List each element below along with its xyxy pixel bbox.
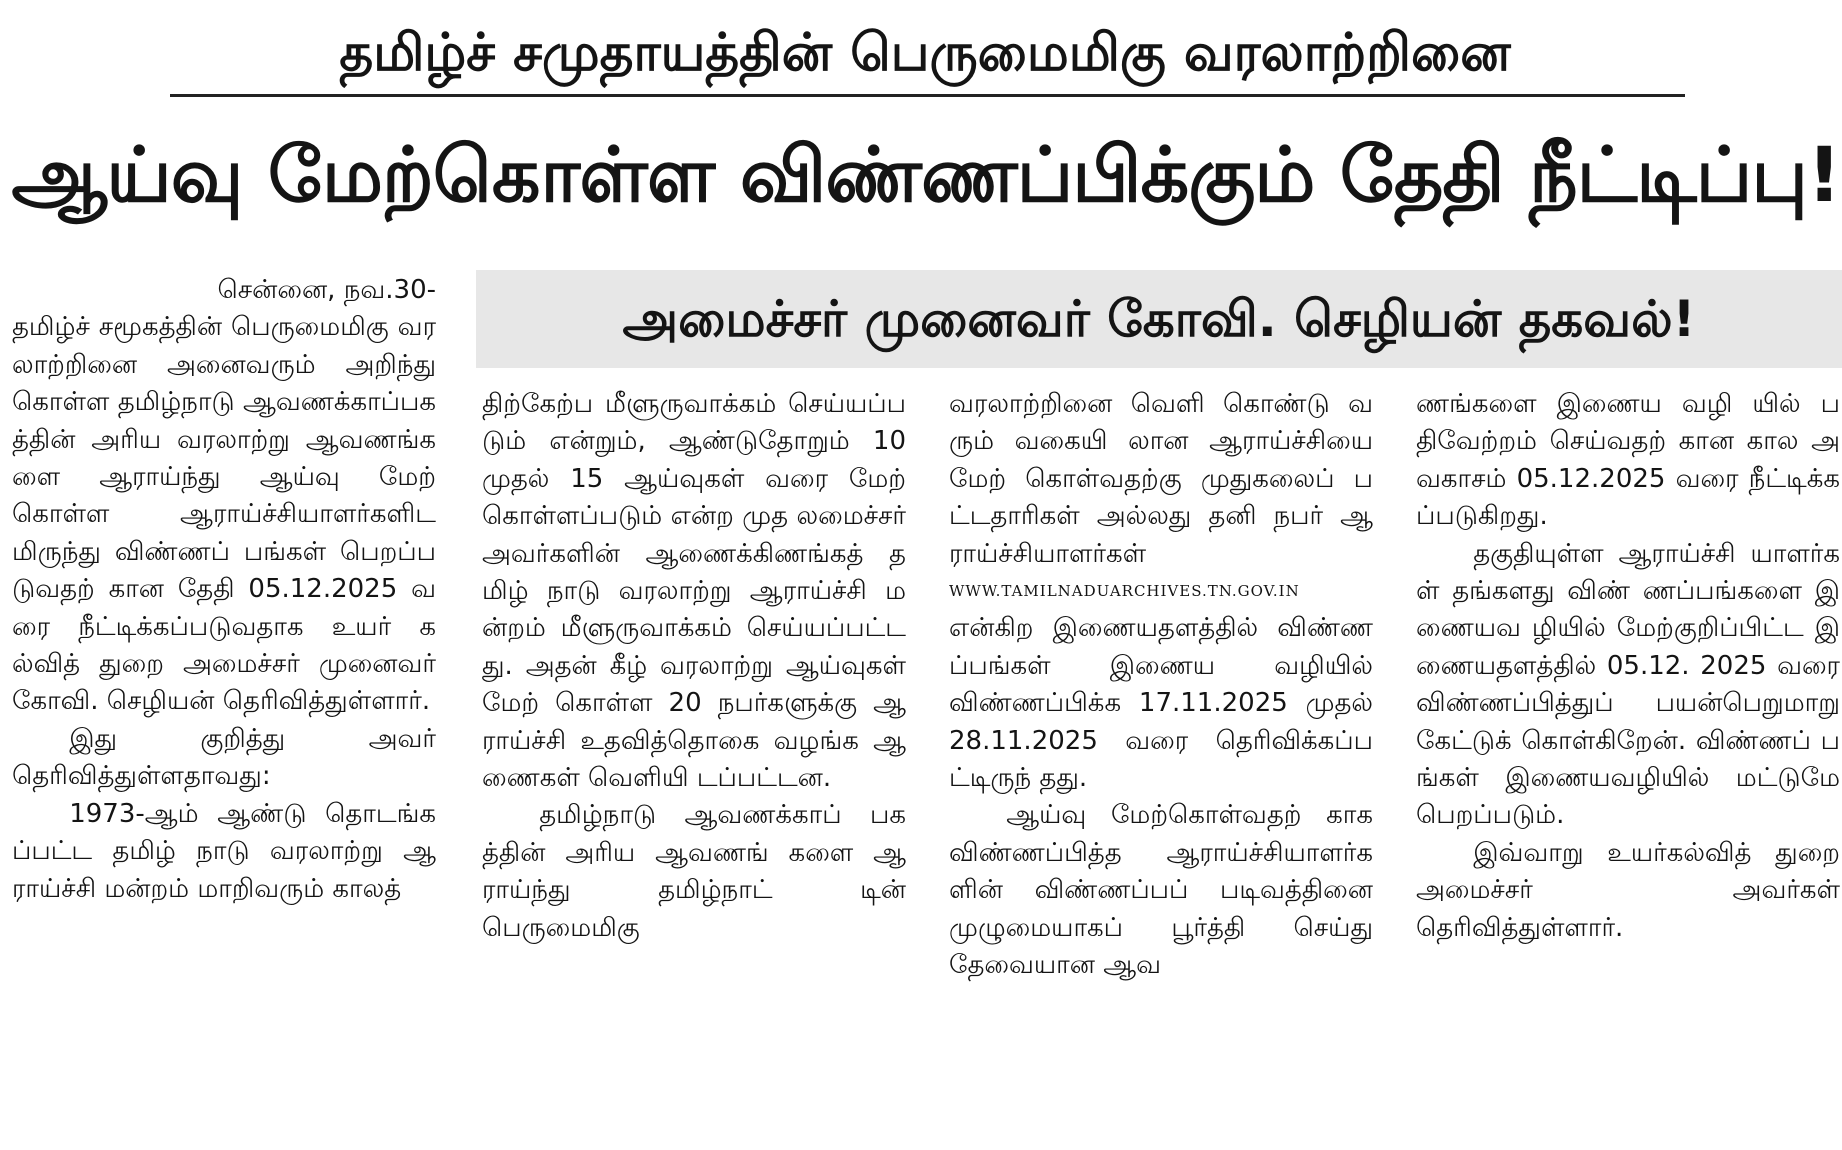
paragraph-text: வரலாற்றினை வெளி கொண்டு வரும் வகையி லான ஆராய்ச்சியை மேற் கொள்வதற்கு முதுகலைப் பட்டதாரிகள் அல்லது தனி நபர் ஆராய்ச்சியாளர்கள் <box>949 389 1373 569</box>
headline-rule <box>170 94 1685 97</box>
paragraph: ணங்களை இணைய வழி யில் பதிவேற்றம் செய்வதற் கான கால அவகாசம் 05.12.2025 வரை நீட்டிக்கப்படுகிறது. <box>1416 389 1840 532</box>
paragraph <box>949 386 1373 797</box>
dateline: சென்னை, நவ.30- <box>217 275 436 305</box>
paragraph: தகுதியுள்ள ஆராய்ச்சி யாளர்கள் தங்களது விண் ணப்பங்களை இணையவ ழியில் மேற்குறிப்பிட்ட இணையதளத்தில் 05.12. 2025 வரை விண்ணப்பித்துப் பயன்பெறுமாறு கேட்டுக் கொள்கிறேன். விண்ணப் பங்கள் இணையவழியில் மட்டுமே பெறப்படும். <box>1416 538 1840 831</box>
subhead-text: அமைச்சர் முனைவர் கோவி. செழியன் தகவல்! <box>622 290 1696 348</box>
kicker-headline: தமிழ்ச் சமுதாயத்தின் பெருமைமிகு வரலாற்றினை <box>339 23 1511 83</box>
paragraph: 1973-ஆம் ஆண்டு தொடங்கப்பட்ட தமிழ் நாடு வரலாற்று ஆராய்ச்சி மன்றம் மாறிவரும் காலத் <box>12 798 436 904</box>
main-headline: ஆய்வு மேற்கொள்ள விண்ணப்பிக்கும் தேதி நீட்டிப்பு! <box>11 130 1841 219</box>
article-column-4 <box>1416 386 1840 1146</box>
paragraph: ஆய்வு மேற்கொள்வதற் காக விண்ணப்பித்த ஆராய்ச்சியாளர்களின் விண்ணப்பப் படிவத்தினை முழுமையாகப் பூர்த்தி செய்து தேவையான ஆவ <box>949 800 1373 981</box>
paragraph: தமிழ்நாடு ஆவணக்காப் பகத்தின் அரிய ஆவணங் களை ஆராய்ந்து தமிழ்நாட் டின் பெருமைமிகு <box>482 800 906 943</box>
paragraph-text: என்கிற இணையதளத்தில் விண்ணப்பங்கள் இணைய வழியில் விண்ணப்பிக்க 17.11.2025 முதல் 28.11.2025 வரை தெரிவிக்கப்பட்டிருந் தது. <box>949 613 1373 794</box>
article-column-3 <box>949 386 1373 1146</box>
subhead-banner <box>476 270 1842 368</box>
article-column-1 <box>12 272 436 1146</box>
paragraph: இவ்வாறு உயர்கல்வித் துறை அமைச்சர் அவர்கள் தெரிவித்துள்ளார். <box>1416 837 1840 943</box>
paragraph: இது குறித்து அவர் தெரிவித்துள்ளதாவது: <box>12 723 436 792</box>
website-url: WWW.TAMILNADUARCHIVES.TN.GOV.IN <box>949 582 1300 601</box>
article-column-2 <box>482 386 906 1146</box>
paragraph: திற்கேற்ப மீளுருவாக்கம் செய்யப்படும் என்றும், ஆண்டுதோறும் 10 முதல் 15 ஆய்வுகள் வரை மேற் கொள்ளப்படும் என்ற முத லமைச்சர் அவர்களின் ஆணைக்கிணங்கத் தமிழ் நாடு வரலாற்று ஆராய்ச்சி மன்றம் மீளுருவாக்கம் செய்யப்பட்டது. அதன் கீழ் வரலாற்று ஆய்வுகள் மேற் கொள்ள 20 நபர்களுக்கு ஆராய்ச்சி உதவித்தொகை வழங்க ஆணைகள் வெளியி டப்பட்டன. <box>482 389 906 794</box>
paragraph: தமிழ்ச் சமூகத்தின் பெருமைமிகு வரலாற்றினை அனைவரும் அறிந்து கொள்ள தமிழ்நாடு ஆவணக்காப்பகத்தின் அரிய வரலாற்று ஆவணங்களை ஆராய்ந்து ஆய்வு மேற் கொள்ள ஆராய்ச்சியாளர்களிடமிருந்து விண்ணப் பங்கள் பெறப்படுவதற் கான தேதி 05.12.2025 வரை நீட்டிக்கப்படுவதாக உயர் கல்வித் துறை அமைச்சர் முனைவர் கோவி. செழியன் தெரிவித்துள்ளார். <box>12 312 436 717</box>
